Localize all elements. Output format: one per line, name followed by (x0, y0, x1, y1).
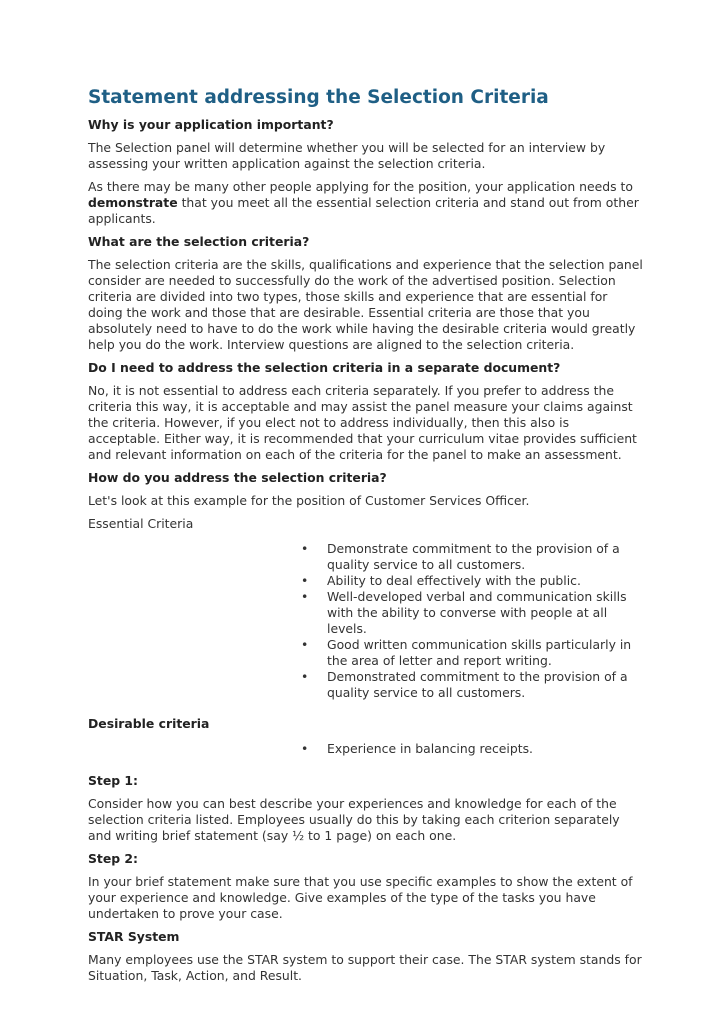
text: that you meet all the essential selection criteria and stand out from other applicants. (88, 195, 639, 226)
essential-criteria-list (88, 541, 644, 701)
list-item: • Demonstrate commitment to the provision of a quality service to all customers. (327, 541, 644, 573)
heading-step2: Step 2: (88, 851, 139, 866)
heading-why: Why is your application important? (88, 117, 334, 132)
heading-desirable: Desirable criteria (88, 716, 210, 731)
heading-separate: Do I need to address the selection criteria in a separate document? (88, 360, 561, 375)
heading-star: STAR System (88, 929, 180, 944)
paragraph: No, it is not essential to address each criteria separately. If you prefer to address the criteria this way, it is acceptable and may assist the panel measure your claims against the criteria. However, if you elect not to address individually, then this also is acceptable. Either way, it is recommended that your curriculum vitae provides sufficient and relevant information on each of the criteria for the panel to make an assessment. (88, 383, 637, 462)
page-title: Statement addressing the Selection Criteria (88, 87, 549, 108)
essential-criteria-label: Essential Criteria (88, 516, 194, 531)
heading-what: What are the selection criteria? (88, 234, 310, 249)
heading-step1: Step 1: (88, 773, 139, 788)
paragraph: Many employees use the STAR system to support their case. The STAR system stands for Situation, Task, Action, and Result. (88, 952, 642, 983)
paragraph: Let's look at this example for the position of Customer Services Officer. (88, 493, 530, 508)
paragraph: The Selection panel will determine whether you will be selected for an interview by assessing your written application against the selection criteria. (88, 140, 606, 171)
desirable-criteria-list (88, 741, 644, 757)
paragraph (88, 179, 644, 227)
paragraph: The selection criteria are the skills, qualifications and experience that the selection panel consider are needed to successfully do the work of the advertised position. Selection criteria are divided into two types, those skills and experience that are essential for doing the work and those that are desirable. Essential criteria are those that you absolutely need to have to do the work while having the desirable criteria would greatly help you do the work. Interview questions are aligned to the selection criteria. (88, 257, 643, 352)
paragraph: Consider how you can best describe your experiences and knowledge for each of the selection criteria listed. Employees usually do this by taking each criterion separately and writing brief statement (say ½ to 1 page) on each one. (88, 796, 620, 843)
list-item: • Ability to deal effectively with the public. (327, 573, 644, 589)
bold-text: demonstrate (88, 195, 178, 210)
paragraph: In your brief statement make sure that you use specific examples to show the extent of your experience and knowledge. Give examples of the type of the tasks you have undertaken to prove your case. (88, 874, 633, 921)
text: As there may be many other people applying for the position, your application needs to (88, 179, 633, 194)
list-item: • Good written communication skills particularly in the area of letter and report writing. (327, 637, 644, 669)
list-item: • Experience in balancing receipts. (327, 741, 644, 757)
heading-how: How do you address the selection criteria? (88, 470, 387, 485)
list-item: • Well-developed verbal and communication skills with the ability to converse with people at all levels. (327, 589, 644, 637)
list-item: • Demonstrated commitment to the provision of a quality service to all customers. (327, 669, 644, 701)
